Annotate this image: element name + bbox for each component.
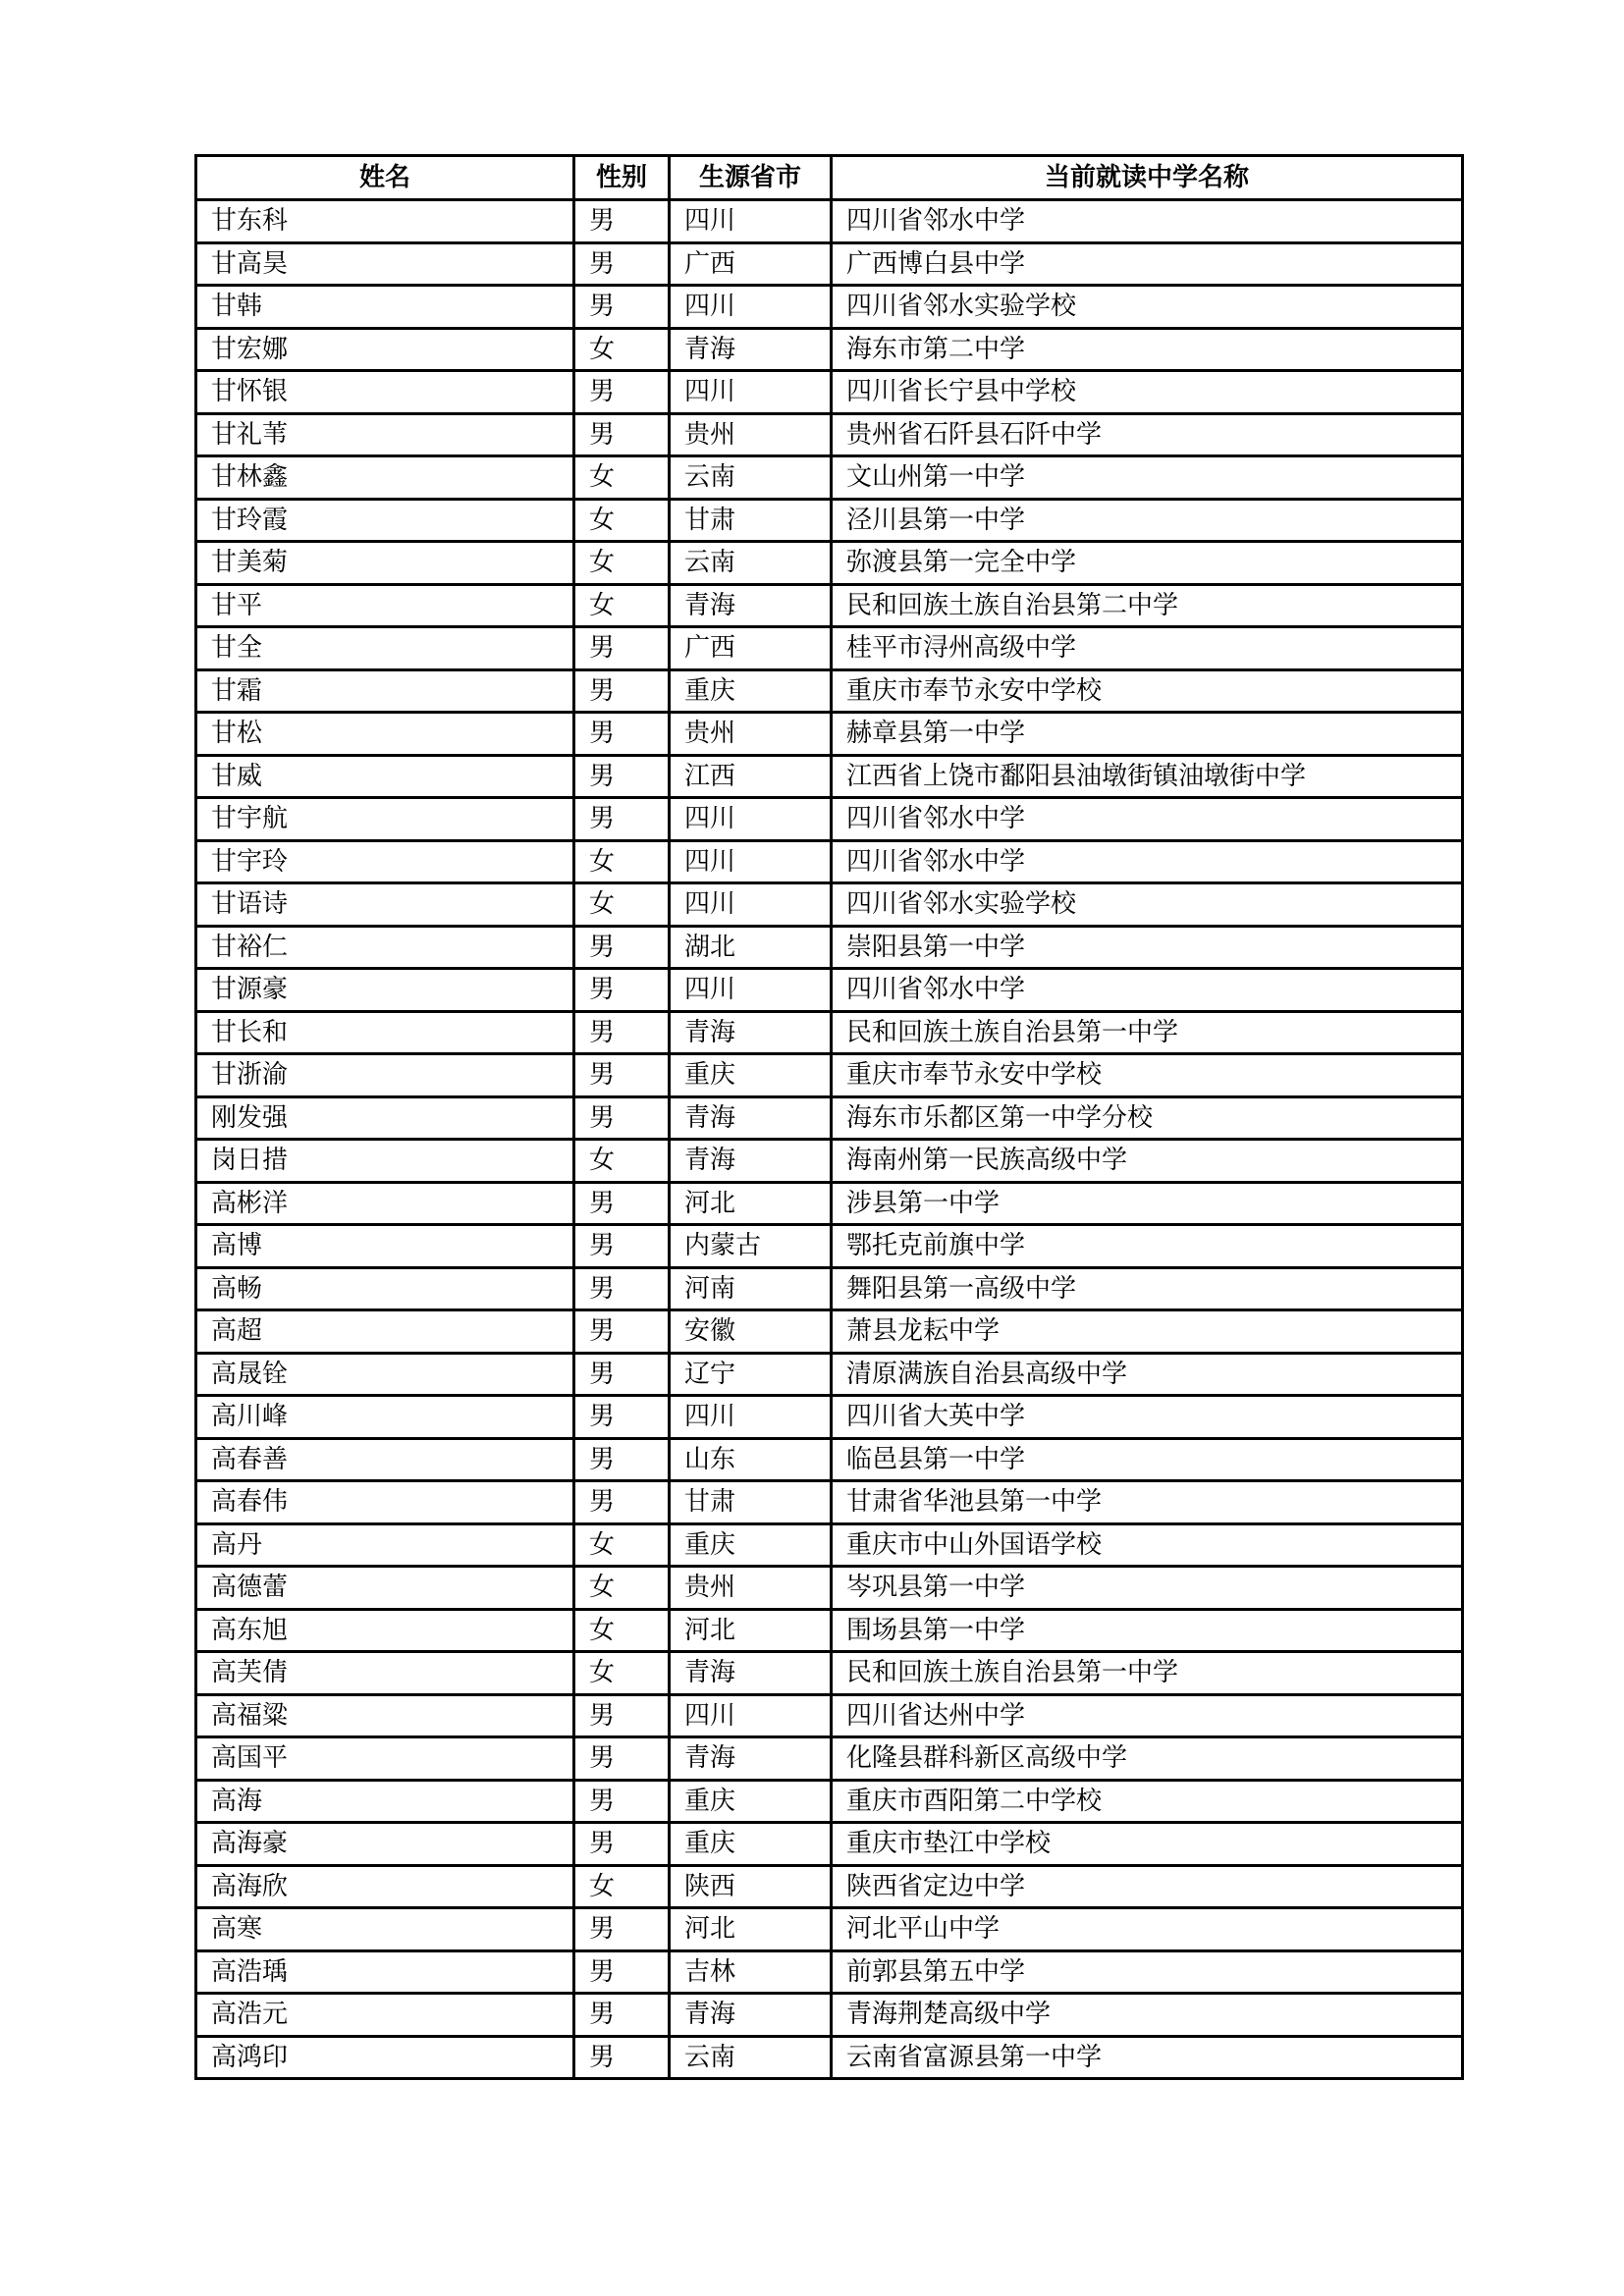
cell-school: 重庆市垫江中学校 <box>832 1823 1463 1866</box>
cell-name: 甘全 <box>196 627 574 670</box>
cell-province: 重庆 <box>670 669 832 713</box>
cell-province: 重庆 <box>670 1523 832 1567</box>
cell-province: 重庆 <box>670 1054 832 1097</box>
cell-gender: 男 <box>574 627 670 670</box>
cell-school: 四川省长宁县中学校 <box>832 371 1463 414</box>
cell-name: 甘平 <box>196 584 574 627</box>
cell-school: 重庆市中山外国语学校 <box>832 1523 1463 1567</box>
table-row <box>196 926 1463 969</box>
cell-school: 广西博白县中学 <box>832 242 1463 286</box>
cell-gender: 女 <box>574 883 670 927</box>
cell-gender: 男 <box>574 1908 670 1951</box>
cell-school: 江西省上饶市鄱阳县油墩街镇油墩街中学 <box>832 755 1463 798</box>
cell-name: 高海 <box>196 1780 574 1823</box>
cell-name: 甘宏娜 <box>196 328 574 371</box>
table-row <box>196 840 1463 883</box>
cell-school: 贵州省石阡县石阡中学 <box>832 413 1463 456</box>
table-row <box>196 1140 1463 1183</box>
cell-school: 围场县第一中学 <box>832 1609 1463 1652</box>
cell-school: 四川省邻水中学 <box>832 200 1463 243</box>
table-row <box>196 1780 1463 1823</box>
cell-gender: 男 <box>574 413 670 456</box>
cell-province: 河北 <box>670 1182 832 1225</box>
cell-province: 河北 <box>670 1609 832 1652</box>
cell-gender: 男 <box>574 1780 670 1823</box>
table-row <box>196 1396 1463 1439</box>
cell-name: 岗日措 <box>196 1140 574 1183</box>
cell-name: 甘林鑫 <box>196 456 574 500</box>
cell-gender: 男 <box>574 1438 670 1481</box>
cell-province: 广西 <box>670 627 832 670</box>
cell-province: 四川 <box>670 200 832 243</box>
header-gender: 性别 <box>574 156 670 200</box>
cell-name: 甘源豪 <box>196 969 574 1012</box>
table-row <box>196 242 1463 286</box>
table-row <box>196 1267 1463 1310</box>
cell-province: 四川 <box>670 969 832 1012</box>
table-row <box>196 200 1463 243</box>
cell-name: 甘松 <box>196 713 574 756</box>
cell-province: 四川 <box>670 371 832 414</box>
cell-name: 高博 <box>196 1225 574 1268</box>
cell-province: 重庆 <box>670 1780 832 1823</box>
cell-province: 云南 <box>670 456 832 500</box>
cell-gender: 男 <box>574 2036 670 2079</box>
cell-school: 赫章县第一中学 <box>832 713 1463 756</box>
cell-gender: 男 <box>574 242 670 286</box>
cell-province: 河北 <box>670 1908 832 1951</box>
table-row <box>196 328 1463 371</box>
cell-province: 青海 <box>670 1096 832 1140</box>
table-row <box>196 1694 1463 1737</box>
cell-name: 高川峰 <box>196 1396 574 1439</box>
header-province: 生源省市 <box>670 156 832 200</box>
cell-name: 高鸿印 <box>196 2036 574 2079</box>
cell-school: 岑巩县第一中学 <box>832 1567 1463 1610</box>
cell-name: 高畅 <box>196 1267 574 1310</box>
cell-school: 民和回族土族自治县第二中学 <box>832 584 1463 627</box>
cell-province: 河南 <box>670 1267 832 1310</box>
cell-name: 刚发强 <box>196 1096 574 1140</box>
cell-school: 桂平市浔州高级中学 <box>832 627 1463 670</box>
cell-name: 高寒 <box>196 1908 574 1951</box>
cell-name: 甘怀银 <box>196 371 574 414</box>
cell-gender: 女 <box>574 456 670 500</box>
table-row <box>196 542 1463 585</box>
cell-gender: 女 <box>574 840 670 883</box>
table-row <box>196 1054 1463 1097</box>
table-row <box>196 1737 1463 1781</box>
table-row <box>196 1481 1463 1524</box>
cell-gender: 男 <box>574 1396 670 1439</box>
cell-school: 四川省邻水中学 <box>832 840 1463 883</box>
cell-school: 化隆县群科新区高级中学 <box>832 1737 1463 1781</box>
table-row <box>196 1225 1463 1268</box>
cell-school: 清原满族自治县高级中学 <box>832 1353 1463 1396</box>
cell-school: 民和回族土族自治县第一中学 <box>832 1011 1463 1054</box>
table-row <box>196 1994 1463 2037</box>
header-name: 姓名 <box>196 156 574 200</box>
cell-gender: 女 <box>574 1609 670 1652</box>
table-row <box>196 2036 1463 2079</box>
cell-province: 陕西 <box>670 1865 832 1908</box>
cell-name: 甘玲霞 <box>196 499 574 542</box>
table-row <box>196 413 1463 456</box>
table-row <box>196 1865 1463 1908</box>
cell-name: 高芙倩 <box>196 1652 574 1695</box>
cell-gender: 女 <box>574 1523 670 1567</box>
cell-school: 海东市乐都区第一中学分校 <box>832 1096 1463 1140</box>
cell-school: 临邑县第一中学 <box>832 1438 1463 1481</box>
cell-school: 河北平山中学 <box>832 1908 1463 1951</box>
cell-school: 四川省邻水实验学校 <box>832 286 1463 329</box>
table-row <box>196 1523 1463 1567</box>
cell-province: 四川 <box>670 840 832 883</box>
header-school: 当前就读中学名称 <box>832 156 1463 200</box>
table-row <box>196 627 1463 670</box>
cell-name: 甘美菊 <box>196 542 574 585</box>
cell-gender: 女 <box>574 1140 670 1183</box>
cell-gender: 女 <box>574 499 670 542</box>
table-row <box>196 1823 1463 1866</box>
cell-name: 高福粱 <box>196 1694 574 1737</box>
table-row <box>196 1310 1463 1354</box>
cell-province: 安徽 <box>670 1310 832 1354</box>
table-row <box>196 1567 1463 1610</box>
cell-province: 青海 <box>670 1994 832 2037</box>
table-row <box>196 371 1463 414</box>
cell-gender: 男 <box>574 1182 670 1225</box>
cell-province: 青海 <box>670 328 832 371</box>
cell-province: 青海 <box>670 1140 832 1183</box>
cell-province: 甘肃 <box>670 499 832 542</box>
cell-school: 四川省大英中学 <box>832 1396 1463 1439</box>
cell-school: 民和回族土族自治县第一中学 <box>832 1652 1463 1695</box>
cell-gender: 男 <box>574 1694 670 1737</box>
table-row <box>196 286 1463 329</box>
cell-gender: 男 <box>574 1353 670 1396</box>
table-row <box>196 755 1463 798</box>
cell-province: 云南 <box>670 2036 832 2079</box>
cell-gender: 女 <box>574 542 670 585</box>
table-row <box>196 499 1463 542</box>
cell-school: 崇阳县第一中学 <box>832 926 1463 969</box>
cell-school: 陕西省定边中学 <box>832 1865 1463 1908</box>
table-row <box>196 1652 1463 1695</box>
table-row <box>196 1908 1463 1951</box>
table-row <box>196 798 1463 841</box>
cell-gender: 男 <box>574 1225 670 1268</box>
cell-school: 四川省邻水中学 <box>832 969 1463 1012</box>
cell-name: 高国平 <box>196 1737 574 1781</box>
cell-gender: 男 <box>574 1823 670 1866</box>
cell-gender: 女 <box>574 1567 670 1610</box>
cell-school: 四川省邻水实验学校 <box>832 883 1463 927</box>
cell-gender: 男 <box>574 1267 670 1310</box>
cell-name: 甘浙渝 <box>196 1054 574 1097</box>
cell-province: 山东 <box>670 1438 832 1481</box>
table-row <box>196 1950 1463 1994</box>
cell-province: 四川 <box>670 883 832 927</box>
cell-name: 高德蕾 <box>196 1567 574 1610</box>
table-row <box>196 883 1463 927</box>
cell-gender: 男 <box>574 1310 670 1354</box>
cell-province: 青海 <box>670 584 832 627</box>
cell-school: 泾川县第一中学 <box>832 499 1463 542</box>
cell-gender: 男 <box>574 200 670 243</box>
cell-province: 四川 <box>670 1396 832 1439</box>
cell-school: 涉县第一中学 <box>832 1182 1463 1225</box>
cell-gender: 男 <box>574 713 670 756</box>
cell-name: 甘霜 <box>196 669 574 713</box>
cell-province: 云南 <box>670 542 832 585</box>
cell-name: 甘语诗 <box>196 883 574 927</box>
cell-gender: 女 <box>574 584 670 627</box>
cell-gender: 女 <box>574 1865 670 1908</box>
cell-province: 甘肃 <box>670 1481 832 1524</box>
table-row <box>196 713 1463 756</box>
cell-province: 内蒙古 <box>670 1225 832 1268</box>
cell-province: 四川 <box>670 798 832 841</box>
cell-school: 重庆市奉节永安中学校 <box>832 669 1463 713</box>
cell-gender: 男 <box>574 1054 670 1097</box>
cell-province: 贵州 <box>670 1567 832 1610</box>
cell-name: 高浩元 <box>196 1994 574 2037</box>
table-row <box>196 669 1463 713</box>
cell-name: 高海欣 <box>196 1865 574 1908</box>
table-header-row <box>196 156 1463 200</box>
cell-province: 青海 <box>670 1737 832 1781</box>
cell-gender: 男 <box>574 371 670 414</box>
cell-name: 高超 <box>196 1310 574 1354</box>
cell-name: 高春善 <box>196 1438 574 1481</box>
cell-gender: 男 <box>574 286 670 329</box>
table-row <box>196 1182 1463 1225</box>
table-row <box>196 456 1463 500</box>
cell-name: 甘韩 <box>196 286 574 329</box>
student-table <box>194 154 1464 2080</box>
cell-school: 四川省邻水中学 <box>832 798 1463 841</box>
cell-province: 青海 <box>670 1652 832 1695</box>
cell-school: 萧县龙耘中学 <box>832 1310 1463 1354</box>
cell-province: 广西 <box>670 242 832 286</box>
cell-name: 甘裕仁 <box>196 926 574 969</box>
table-row <box>196 1096 1463 1140</box>
cell-name: 甘长和 <box>196 1011 574 1054</box>
cell-province: 辽宁 <box>670 1353 832 1396</box>
cell-name: 甘东科 <box>196 200 574 243</box>
table-row <box>196 1438 1463 1481</box>
cell-school: 重庆市奉节永安中学校 <box>832 1054 1463 1097</box>
cell-province: 青海 <box>670 1011 832 1054</box>
cell-province: 四川 <box>670 286 832 329</box>
cell-name: 高晟铨 <box>196 1353 574 1396</box>
cell-name: 甘宇航 <box>196 798 574 841</box>
cell-gender: 男 <box>574 1096 670 1140</box>
table-row <box>196 1011 1463 1054</box>
cell-school: 海东市第二中学 <box>832 328 1463 371</box>
cell-gender: 女 <box>574 1652 670 1695</box>
cell-school: 重庆市酉阳第二中学校 <box>832 1780 1463 1823</box>
cell-name: 甘威 <box>196 755 574 798</box>
cell-gender: 男 <box>574 755 670 798</box>
cell-gender: 男 <box>574 969 670 1012</box>
cell-school: 舞阳县第一高级中学 <box>832 1267 1463 1310</box>
cell-school: 四川省达州中学 <box>832 1694 1463 1737</box>
cell-province: 贵州 <box>670 413 832 456</box>
cell-gender: 男 <box>574 1994 670 2037</box>
cell-gender: 男 <box>574 926 670 969</box>
cell-province: 四川 <box>670 1694 832 1737</box>
cell-province: 吉林 <box>670 1950 832 1994</box>
cell-province: 江西 <box>670 755 832 798</box>
cell-gender: 男 <box>574 669 670 713</box>
cell-province: 贵州 <box>670 713 832 756</box>
cell-school: 云南省富源县第一中学 <box>832 2036 1463 2079</box>
cell-gender: 男 <box>574 1481 670 1524</box>
cell-province: 重庆 <box>670 1823 832 1866</box>
table-row <box>196 584 1463 627</box>
cell-gender: 男 <box>574 1950 670 1994</box>
cell-school: 海南州第一民族高级中学 <box>832 1140 1463 1183</box>
table-row <box>196 969 1463 1012</box>
cell-gender: 男 <box>574 798 670 841</box>
cell-school: 青海荆楚高级中学 <box>832 1994 1463 2037</box>
cell-name: 高丹 <box>196 1523 574 1567</box>
table-row <box>196 1353 1463 1396</box>
cell-name: 高东旭 <box>196 1609 574 1652</box>
cell-gender: 男 <box>574 1737 670 1781</box>
cell-school: 文山州第一中学 <box>832 456 1463 500</box>
cell-province: 湖北 <box>670 926 832 969</box>
cell-name: 高浩瑀 <box>196 1950 574 1994</box>
cell-name: 甘宇玲 <box>196 840 574 883</box>
cell-name: 甘礼苇 <box>196 413 574 456</box>
cell-gender: 女 <box>574 328 670 371</box>
cell-gender: 男 <box>574 1011 670 1054</box>
cell-school: 甘肃省华池县第一中学 <box>832 1481 1463 1524</box>
cell-name: 高海豪 <box>196 1823 574 1866</box>
cell-school: 弥渡县第一完全中学 <box>832 542 1463 585</box>
cell-name: 甘高昊 <box>196 242 574 286</box>
cell-school: 鄂托克前旗中学 <box>832 1225 1463 1268</box>
cell-name: 高春伟 <box>196 1481 574 1524</box>
cell-school: 前郭县第五中学 <box>832 1950 1463 1994</box>
table-row <box>196 1609 1463 1652</box>
cell-name: 高彬洋 <box>196 1182 574 1225</box>
